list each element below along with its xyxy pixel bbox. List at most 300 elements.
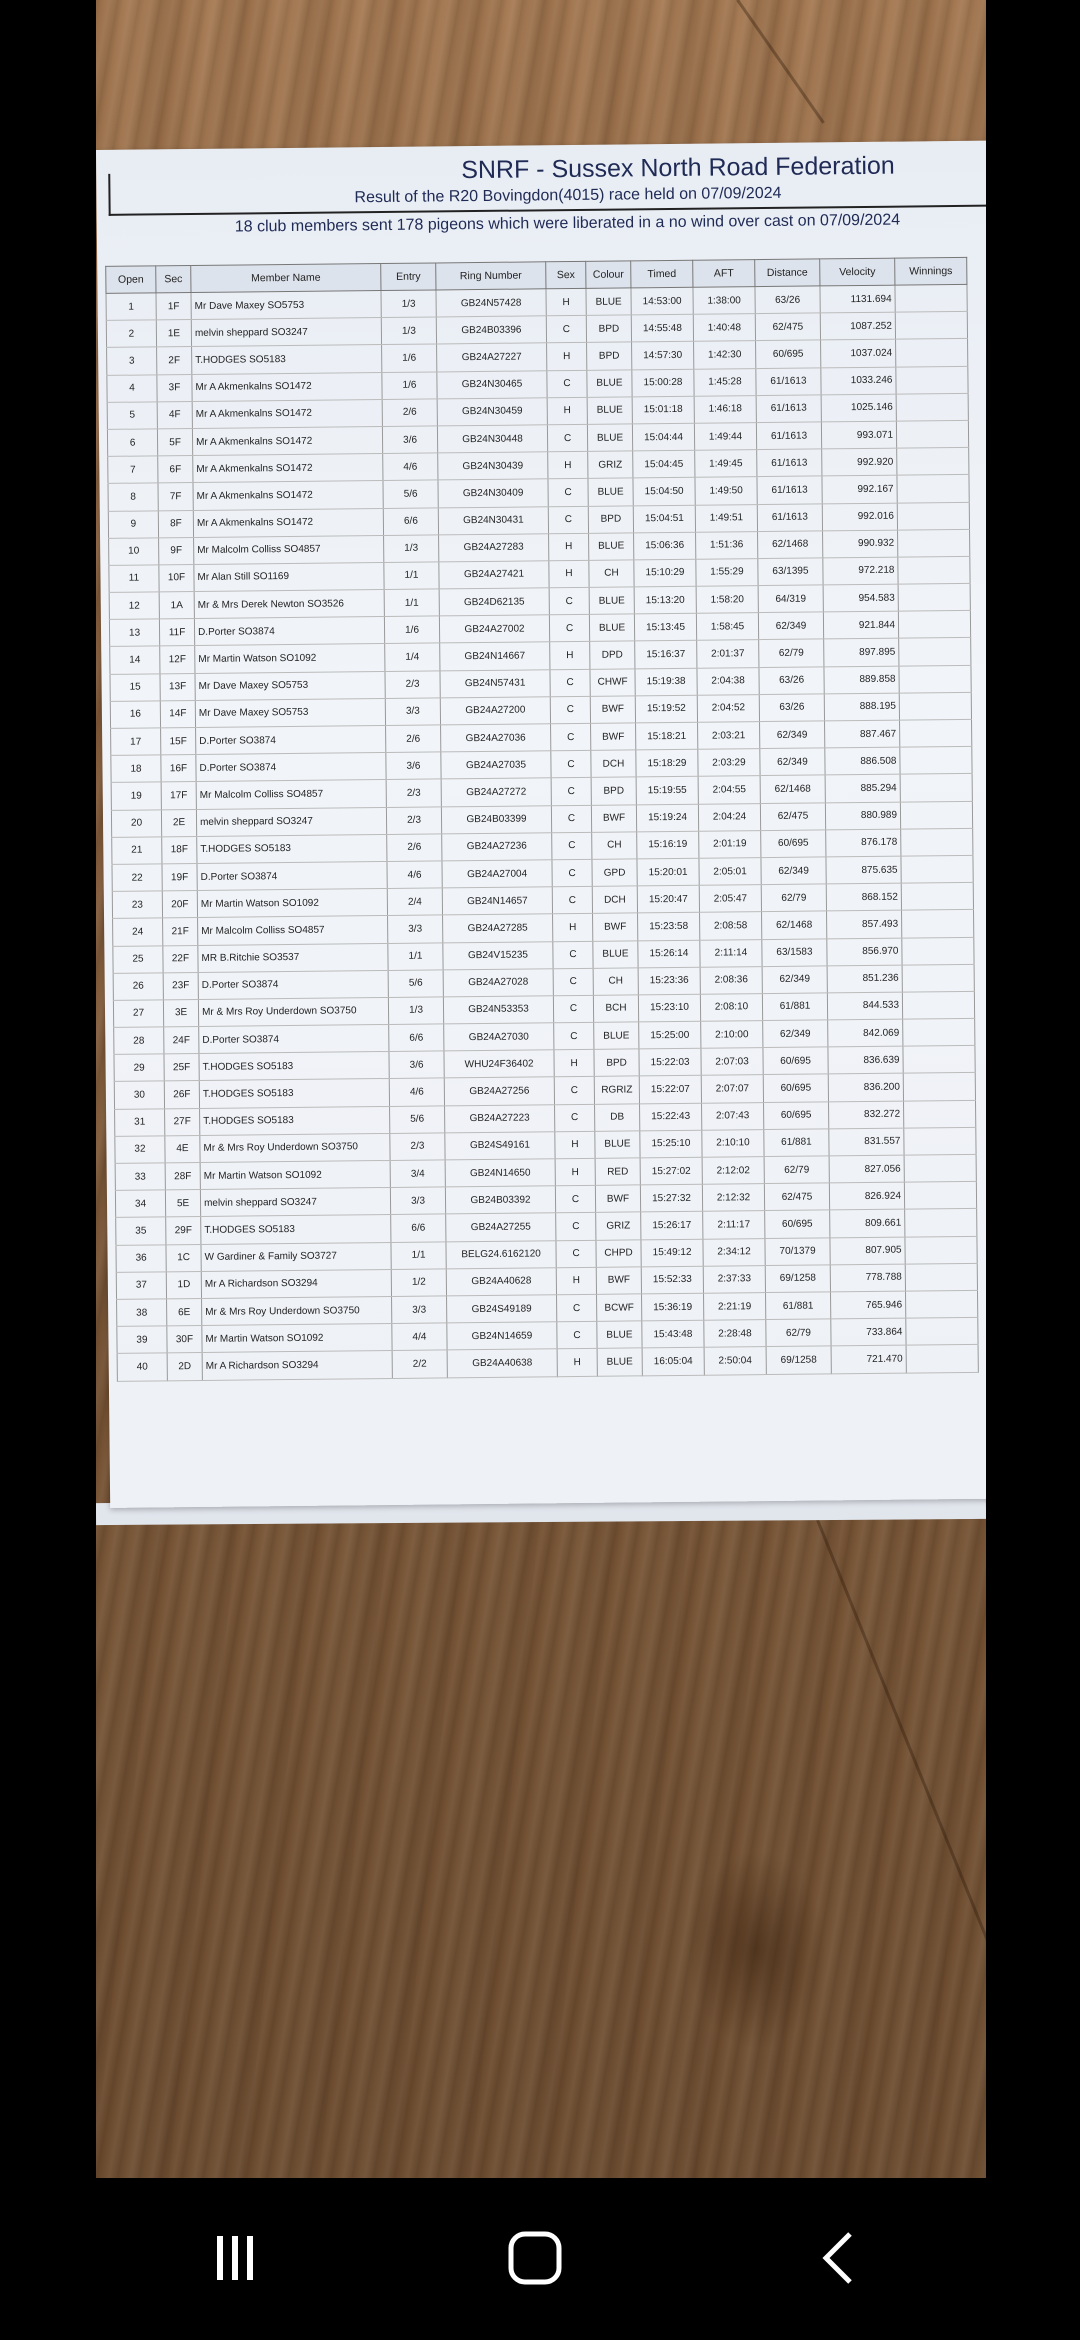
table-cell: 887.467 [825, 720, 900, 748]
home-button[interactable] [475, 2218, 595, 2298]
table-cell: 842.069 [828, 1019, 903, 1047]
table-cell: 33 [115, 1163, 165, 1191]
table-cell: 69/1258 [765, 1265, 830, 1293]
recent-apps-button[interactable] [175, 2218, 295, 2298]
table-cell: 2/3 [390, 1133, 445, 1161]
column-header: Velocity [820, 258, 895, 286]
table-cell: GB24V15235 [443, 941, 553, 969]
column-header: Winnings [895, 257, 967, 285]
table-cell: W Gardiner & Family SO3727 [201, 1242, 391, 1271]
table-cell: 4 [107, 374, 157, 402]
table-cell [896, 366, 968, 394]
table-cell: 844.533 [827, 992, 902, 1020]
table-cell: H [554, 1050, 594, 1078]
table-cell: 1A [159, 592, 194, 620]
table-cell: C [552, 886, 592, 914]
table-cell: C [547, 424, 587, 452]
wood-knot [686, 1850, 826, 2050]
table-cell: 5 [107, 402, 157, 430]
table-cell: 1:38:00 [693, 287, 755, 315]
table-cell: 1/6 [384, 616, 439, 644]
table-cell [901, 855, 973, 883]
table-cell: WHU24F36402 [444, 1050, 554, 1078]
table-cell [896, 339, 968, 367]
column-header: Entry [381, 263, 436, 291]
table-cell: 63/26 [759, 694, 824, 722]
table-cell: 827.056 [829, 1155, 904, 1183]
table-cell: T.HODGES SO5183 [199, 1079, 389, 1108]
table-cell: 5/6 [390, 1106, 445, 1134]
table-cell: H [555, 1158, 595, 1186]
table-cell: 17F [161, 782, 196, 810]
table-cell: 15:06:36 [634, 532, 696, 560]
table-cell: 61/1613 [757, 476, 822, 504]
table-cell: GB24A27272 [441, 778, 551, 806]
table-cell: 34 [115, 1190, 165, 1218]
table-cell: 35 [116, 1217, 166, 1245]
table-cell: 8F [158, 510, 193, 538]
table-cell: Mr A Akmenkalns SO1472 [192, 372, 382, 401]
table-cell: GB24A27030 [444, 1023, 554, 1051]
table-cell: 4/6 [383, 453, 438, 481]
table-cell: 2:05:47 [699, 885, 761, 913]
table-cell: 2:04:52 [697, 694, 759, 722]
table-cell: 15:27:02 [640, 1157, 702, 1185]
table-cell: BLUE [587, 424, 632, 452]
table-cell [895, 312, 967, 340]
table-cell: 15:04:44 [632, 423, 694, 451]
table-cell: 721.470 [831, 1345, 906, 1373]
table-cell [897, 475, 969, 503]
table-cell: 15:23:36 [638, 967, 700, 995]
table-cell: 39 [117, 1326, 167, 1354]
table-cell: BLUE [589, 533, 634, 561]
table-cell: Mr Martin Watson SO1092 [195, 644, 385, 673]
table-cell: 18F [162, 836, 197, 864]
table-cell [896, 420, 968, 448]
table-cell: 2:08:10 [700, 993, 762, 1021]
table-cell: 14:57:30 [632, 342, 694, 370]
table-cell: 1087.252 [820, 312, 895, 340]
table-cell: 21F [163, 918, 198, 946]
table-cell [904, 1100, 976, 1128]
table-cell: GB24A27223 [445, 1104, 555, 1132]
table-cell: BWF [593, 913, 638, 941]
table-cell: GB24N30439 [438, 452, 548, 480]
table-cell: 13F [160, 673, 195, 701]
table-cell: 1D [166, 1271, 201, 1299]
table-cell: 15:19:52 [635, 695, 697, 723]
table-cell: C [546, 316, 586, 344]
table-cell: 992.167 [822, 475, 897, 503]
table-cell: 26 [113, 973, 163, 1001]
table-cell: 857.493 [827, 910, 902, 938]
table-cell: 31 [115, 1108, 165, 1136]
table-cell: 15:36:19 [642, 1293, 704, 1321]
table-cell: Mr Malcolm Colliss SO4857 [194, 535, 384, 564]
table-cell: BELG24.6162120 [446, 1240, 556, 1268]
table-cell: 921.844 [823, 611, 898, 639]
table-cell [900, 719, 972, 747]
table-cell: DCH [592, 886, 637, 914]
table-cell: 11 [109, 565, 159, 593]
table-cell: H [547, 343, 587, 371]
table-cell: 60/695 [763, 1047, 828, 1075]
table-cell: Mr A Richardson SO3294 [201, 1269, 391, 1298]
table-cell: C [548, 479, 588, 507]
table-cell: 62/79 [764, 1156, 829, 1184]
table-cell: C [553, 995, 593, 1023]
table-cell: 10F [159, 564, 194, 592]
table-cell: 2:03:21 [698, 722, 760, 750]
photo-background [96, 0, 986, 2178]
table-cell: 12 [109, 592, 159, 620]
table-cell: H [549, 533, 589, 561]
table-cell: 886.508 [825, 747, 900, 775]
table-cell: GB24A27421 [439, 561, 549, 589]
table-cell: 5/6 [383, 480, 438, 508]
table-cell [901, 882, 973, 910]
table-cell: Mr A Richardson SO3294 [202, 1351, 392, 1380]
table-cell: 826.924 [829, 1182, 904, 1210]
table-cell: 3/6 [386, 752, 441, 780]
table-cell: D.Porter SO3874 [197, 861, 387, 890]
table-cell: 36 [116, 1244, 166, 1272]
table-cell: BPD [587, 342, 632, 370]
table-cell: 15:22:43 [640, 1103, 702, 1131]
table-cell: 69/1258 [766, 1346, 831, 1374]
table-cell: BPD [588, 505, 633, 533]
table-cell: GB24N30409 [438, 479, 548, 507]
table-cell: 1:55:29 [696, 558, 758, 586]
table-cell: 62/475 [760, 802, 825, 830]
table-cell: 15:43:48 [642, 1320, 704, 1348]
table-cell [898, 556, 970, 584]
table-cell: 1:49:51 [695, 504, 757, 532]
document-title: SNRF - Sussex North Road Federation [461, 151, 895, 185]
table-cell: BWF [590, 696, 635, 724]
table-cell: 4/4 [392, 1323, 447, 1351]
table-cell: 15:26:14 [638, 940, 700, 968]
table-cell: CH [593, 968, 638, 996]
table-cell: 1F [156, 293, 191, 321]
table-cell: 1131.694 [820, 285, 895, 313]
table-cell: 1:58:45 [696, 613, 758, 641]
table-cell: 29 [114, 1054, 164, 1082]
table-cell: 19 [111, 782, 161, 810]
table-cell [903, 1046, 975, 1074]
table-cell: GB24A40638 [447, 1349, 557, 1377]
table-cell: GB24A27285 [443, 914, 553, 942]
table-cell: 9F [159, 537, 194, 565]
table-cell: 62/349 [760, 748, 825, 776]
table-cell: 2:01:19 [699, 830, 761, 858]
table-cell: 3E [163, 999, 198, 1027]
table-cell: GB24N14659 [447, 1322, 557, 1350]
table-cell: 4/6 [389, 1078, 444, 1106]
table-cell: H [556, 1267, 596, 1295]
table-cell: DCH [591, 750, 636, 778]
table-cell [904, 1127, 976, 1155]
table-cell: 2:34:12 [703, 1238, 765, 1266]
table-cell: C [554, 1077, 594, 1105]
table-cell: 876.178 [826, 829, 901, 857]
table-cell: C [556, 1240, 596, 1268]
table-cell: 2/6 [386, 725, 441, 753]
table-cell: 18 [111, 755, 161, 783]
table-cell: Mr Malcolm Colliss SO4857 [196, 780, 386, 809]
table-cell: 61/881 [762, 993, 827, 1021]
table-cell: 62/79 [761, 884, 826, 912]
table-cell: 60/695 [764, 1102, 829, 1130]
table-cell: 62/349 [761, 857, 826, 885]
table-cell: BLUE [594, 1022, 639, 1050]
table-cell: GB24A27028 [443, 968, 553, 996]
table-cell: C [551, 778, 591, 806]
table-cell: 2:03:29 [698, 749, 760, 777]
table-cell: T.HODGES SO5183 [192, 345, 382, 374]
table-cell: GB24N57428 [436, 289, 546, 317]
table-cell: C [551, 751, 591, 779]
table-cell: melvin sheppard SO3247 [196, 807, 386, 836]
table-cell: 30F [167, 1326, 202, 1354]
table-cell: 22 [112, 864, 162, 892]
android-navigation-bar [0, 2178, 1080, 2340]
table-cell: GB24N53353 [443, 996, 553, 1024]
table-cell: C [550, 669, 590, 697]
table-cell: 15:23:10 [638, 994, 700, 1022]
table-cell: H [557, 1349, 597, 1377]
table-cell: 2/3 [386, 779, 441, 807]
table-cell: 15:00:28 [632, 369, 694, 397]
table-cell: 15:52:33 [641, 1266, 703, 1294]
table-cell: GRIZ [596, 1212, 641, 1240]
table-cell: C [553, 941, 593, 969]
table-cell: D.Porter SO3874 [196, 725, 386, 754]
table-cell: C [549, 615, 589, 643]
table-cell: 15:25:00 [639, 1021, 701, 1049]
table-cell: 993.071 [821, 421, 896, 449]
table-cell: 2:11:14 [700, 939, 762, 967]
table-cell: CHPD [596, 1239, 641, 1267]
table-cell: Mr Martin Watson SO1092 [197, 889, 387, 918]
table-cell: 13 [109, 619, 159, 647]
table-cell: 63/1583 [762, 938, 827, 966]
table-cell: 4F [157, 401, 192, 429]
table-cell: 6F [158, 456, 193, 484]
table-cell: C [547, 370, 587, 398]
table-cell: 836.200 [828, 1074, 903, 1102]
table-cell: 1/6 [382, 344, 437, 372]
column-header: Open [106, 266, 156, 294]
table-cell: 61/881 [764, 1129, 829, 1157]
table-cell: T.HODGES SO5183 [200, 1106, 390, 1135]
table-cell: 3/3 [390, 1187, 445, 1215]
home-icon [503, 2226, 567, 2290]
table-cell: 61/881 [766, 1292, 831, 1320]
table-cell: 1:49:50 [695, 477, 757, 505]
table-cell: Mr A Akmenkalns SO1472 [193, 508, 383, 537]
table-cell: C [551, 805, 591, 833]
table-cell: 880.989 [825, 802, 900, 830]
table-cell: Mr A Akmenkalns SO1472 [192, 426, 382, 455]
table-cell: 1025.146 [821, 394, 896, 422]
table-cell: 2:10:00 [701, 1021, 763, 1049]
table-cell: 2:04:24 [698, 803, 760, 831]
table-cell: 3F [157, 374, 192, 402]
table-cell [899, 638, 971, 666]
table-cell: 15:16:37 [635, 641, 697, 669]
table-cell: 62/1468 [762, 911, 827, 939]
table-cell [901, 828, 973, 856]
table-cell: Mr Martin Watson SO1092 [202, 1324, 392, 1353]
table-cell: GRIZ [588, 451, 633, 479]
table-cell: Mr Dave Maxey SO5753 [195, 671, 385, 700]
table-cell: 875.635 [826, 856, 901, 884]
table-cell: 24 [113, 918, 163, 946]
table-cell: GB24N57431 [440, 669, 550, 697]
table-cell: 1/6 [382, 372, 437, 400]
table-cell: 14 [110, 646, 160, 674]
table-cell: 885.294 [825, 774, 900, 802]
table-cell: 15:20:47 [637, 885, 699, 913]
table-cell: BLUE [586, 288, 631, 316]
table-cell: 10 [109, 538, 159, 566]
table-cell: 23 [112, 891, 162, 919]
table-cell: 1:40:48 [693, 314, 755, 342]
table-cell: BWF [591, 804, 636, 832]
table-cell [898, 583, 970, 611]
table-cell: 2:07:07 [701, 1075, 763, 1103]
table-cell [903, 1073, 975, 1101]
table-cell [899, 692, 971, 720]
table-cell: GB24S49161 [445, 1132, 555, 1160]
table-cell: 15:01:18 [632, 396, 694, 424]
table-cell: 2/4 [387, 888, 442, 916]
table-cell: 62/349 [763, 1020, 828, 1048]
column-header: AFT [693, 260, 755, 288]
table-cell: 1:45:28 [694, 368, 756, 396]
table-cell: 1/3 [384, 535, 439, 563]
table-cell: BPD [594, 1049, 639, 1077]
table-cell: 2:07:03 [701, 1048, 763, 1076]
table-cell: 856.970 [827, 938, 902, 966]
table-cell: 16F [161, 755, 196, 783]
table-cell: 2/6 [382, 399, 437, 427]
table-cell: 24F [164, 1027, 199, 1055]
table-cell: 2:04:38 [697, 667, 759, 695]
table-cell [904, 1182, 976, 1210]
table-cell: 62/79 [766, 1319, 831, 1347]
table-cell: GB24A27256 [444, 1077, 554, 1105]
table-cell: 23F [163, 972, 198, 1000]
table-cell: 733.864 [831, 1318, 906, 1346]
table-cell: 15:19:38 [635, 668, 697, 696]
table-cell: 17 [111, 728, 161, 756]
table-cell: 2:12:32 [702, 1184, 764, 1212]
table-cell [904, 1154, 976, 1182]
table-cell: Mr Malcolm Colliss SO4857 [198, 916, 388, 945]
table-cell: 868.152 [826, 883, 901, 911]
table-cell: 9 [108, 510, 158, 538]
table-cell [902, 991, 974, 1019]
table-cell: 15:20:01 [637, 858, 699, 886]
table-cell: T.HODGES SO5183 [197, 834, 387, 863]
column-header: Ring Number [436, 262, 546, 290]
column-header: Distance [755, 259, 820, 287]
table-cell: 15:22:07 [639, 1076, 701, 1104]
table-cell: 61/1613 [756, 395, 821, 423]
table-cell: 32 [115, 1136, 165, 1164]
table-cell: GPD [592, 859, 637, 887]
table-cell: GB24N14650 [445, 1159, 555, 1187]
results-table [105, 257, 979, 1381]
table-cell: D.Porter SO3874 [196, 753, 386, 782]
table-cell: 63/26 [759, 667, 824, 695]
table-cell: 63/26 [755, 286, 820, 314]
table-cell: 2:28:48 [704, 1320, 766, 1348]
table-cell: 6E [167, 1298, 202, 1326]
table-cell: BLUE [588, 478, 633, 506]
table-cell: 27 [113, 1000, 163, 1028]
table-cell: 1:58:20 [696, 586, 758, 614]
table-cell: 2E [161, 809, 196, 837]
table-cell: 62/79 [759, 639, 824, 667]
table-cell: 15:27:32 [640, 1184, 702, 1212]
table-cell: 64/319 [758, 585, 823, 613]
table-cell: DB [595, 1103, 640, 1131]
table-cell: 1037.024 [821, 340, 896, 368]
table-cell: 14:53:00 [631, 287, 693, 315]
table-cell: GB24N30465 [437, 370, 547, 398]
table-cell: 60/695 [763, 1074, 828, 1102]
back-icon [810, 2228, 870, 2288]
table-cell: 954.583 [823, 584, 898, 612]
table-cell: 807.905 [830, 1237, 905, 1265]
table-cell: 1/1 [384, 562, 439, 590]
table-cell: 70/1379 [765, 1237, 830, 1265]
table-cell: BWF [596, 1267, 641, 1295]
table-cell: 15:04:45 [633, 450, 695, 478]
table-cell: C [555, 1104, 595, 1132]
table-cell [906, 1317, 978, 1345]
table-cell: BLUE [587, 397, 632, 425]
table-cell: C [552, 832, 592, 860]
table-cell: 1:42:30 [694, 341, 756, 369]
table-cell: 992.920 [822, 448, 897, 476]
table-cell: 1:51:36 [696, 531, 758, 559]
table-cell: 62/1468 [760, 775, 825, 803]
table-cell: 809.661 [830, 1209, 905, 1237]
table-cell: 12F [160, 646, 195, 674]
table-cell: Mr & Mrs Roy Underdown SO3750 [200, 1133, 390, 1162]
table-cell: 25F [164, 1054, 199, 1082]
table-cell: 14:55:48 [631, 314, 693, 342]
table-cell: GB24S49189 [447, 1295, 557, 1323]
table-cell: 6/6 [383, 507, 438, 535]
table-body [106, 284, 978, 1380]
table-cell: H [548, 451, 588, 479]
table-cell: 3/3 [385, 698, 440, 726]
table-cell: GB24A27227 [437, 343, 547, 371]
back-button[interactable] [780, 2218, 900, 2298]
table-cell [897, 502, 969, 530]
table-cell: GB24N30448 [437, 425, 547, 453]
table-cell: 3/3 [392, 1296, 447, 1324]
table-cell: 30 [114, 1081, 164, 1109]
table-cell: 15F [161, 727, 196, 755]
table-cell: GB24B03392 [445, 1186, 555, 1214]
